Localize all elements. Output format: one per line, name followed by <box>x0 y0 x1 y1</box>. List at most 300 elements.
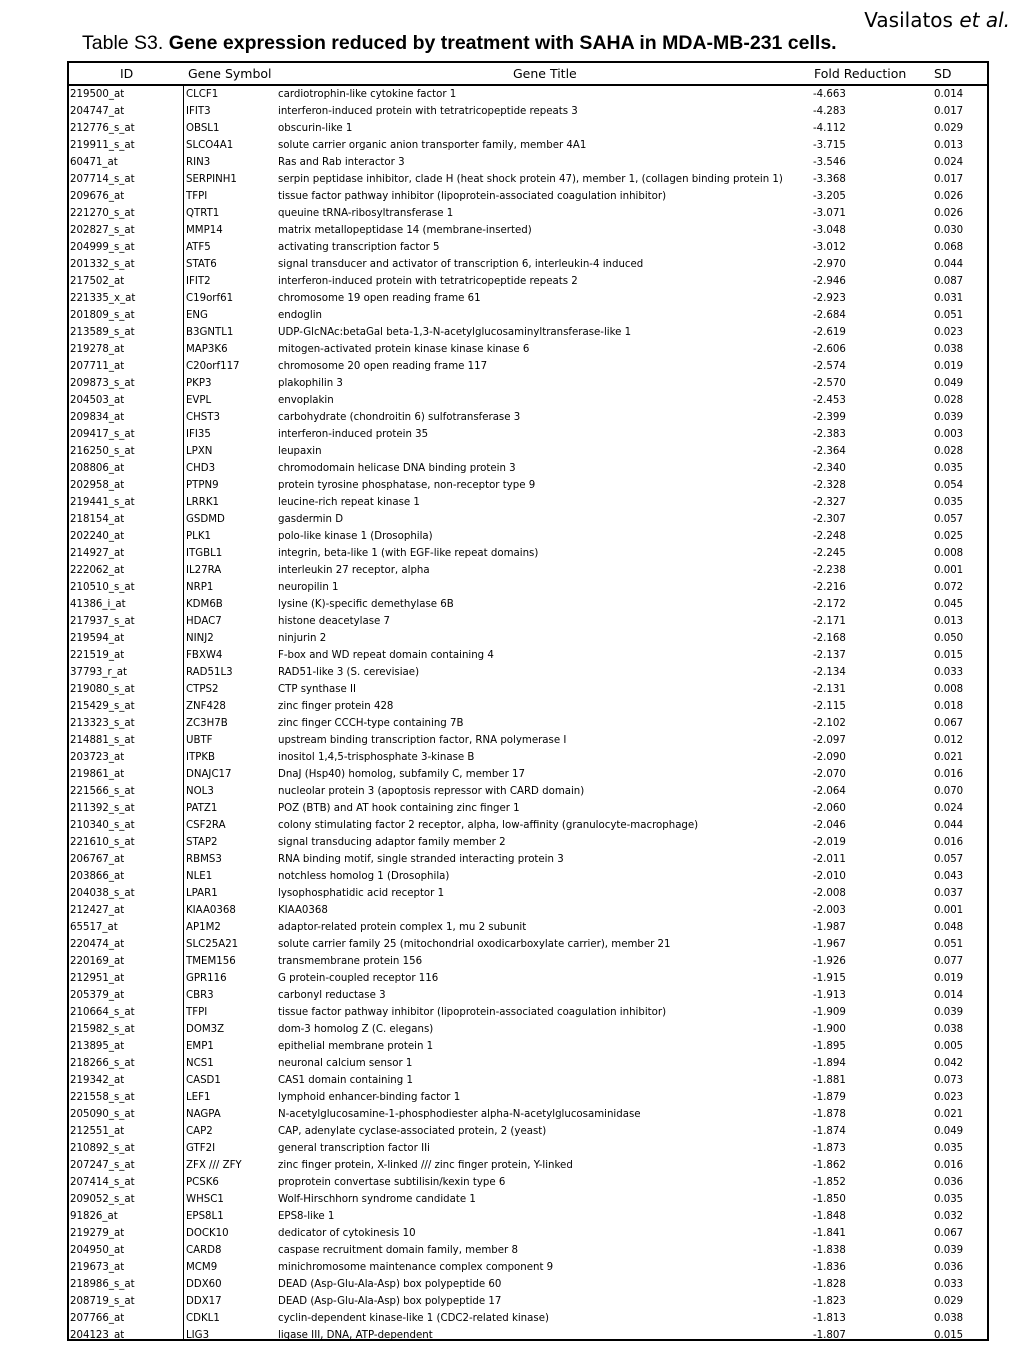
cell-fold-reduction: -2.070 <box>813 769 846 780</box>
cell-gene-symbol: WHSC1 <box>186 1194 224 1205</box>
cell-gene-symbol: ATF5 <box>186 242 211 253</box>
table-row <box>69 1225 987 1242</box>
cell-gene-symbol: NCS1 <box>186 1058 214 1069</box>
cell-sd: 0.038 <box>934 1024 964 1035</box>
cell-id: 209834_at <box>70 412 125 423</box>
cell-gene-symbol: TFPI <box>186 1007 208 1018</box>
cell-id: 218266_s_at <box>70 1058 135 1069</box>
cell-id: 222062_at <box>70 565 125 576</box>
cell-fold-reduction: -2.684 <box>813 310 846 321</box>
table-row <box>69 562 987 579</box>
cell-id: 208806_at <box>70 463 125 474</box>
cell-gene-symbol: CTPS2 <box>186 684 219 695</box>
cell-fold-reduction: -3.546 <box>813 157 846 168</box>
cell-fold-reduction: -1.967 <box>813 939 846 950</box>
cell-sd: 0.017 <box>934 174 964 185</box>
cell-id: 221566_s_at <box>70 786 135 797</box>
cell-gene-title: N-acetylglucosamine-1-phosphodiester alpha-N-acetylglucosaminidase <box>278 1109 641 1120</box>
cell-sd: 0.030 <box>934 225 964 236</box>
cell-id: 219500_at <box>70 89 125 100</box>
table-row <box>69 766 987 783</box>
table-row <box>69 307 987 324</box>
cell-gene-symbol: CBR3 <box>186 990 214 1001</box>
cell-sd: 0.067 <box>934 718 964 729</box>
cell-id: 210340_s_at <box>70 820 135 831</box>
cell-id: 209052_s_at <box>70 1194 135 1205</box>
header-gene-symbol: Gene Symbol <box>188 66 272 81</box>
cell-sd: 0.015 <box>934 650 964 661</box>
table-row <box>69 1140 987 1157</box>
cell-gene-symbol: CASD1 <box>186 1075 221 1086</box>
table-row <box>69 341 987 358</box>
cell-id: 41386_i_at <box>70 599 126 610</box>
cell-fold-reduction: -2.131 <box>813 684 846 695</box>
table-row <box>69 953 987 970</box>
cell-fold-reduction: -2.619 <box>813 327 846 338</box>
cell-gene-title: solute carrier organic anion transporter family, member 4A1 <box>278 140 587 151</box>
cell-sd: 0.042 <box>934 1058 964 1069</box>
cell-gene-title: zinc finger protein 428 <box>278 701 394 712</box>
cell-fold-reduction: -2.245 <box>813 548 846 559</box>
table-row <box>69 647 987 664</box>
cell-fold-reduction: -1.823 <box>813 1296 846 1307</box>
cell-id: 204999_s_at <box>70 242 135 253</box>
cell-gene-title: caspase recruitment domain family, member 8 <box>278 1245 518 1256</box>
cell-fold-reduction: -2.248 <box>813 531 846 542</box>
cell-fold-reduction: -1.881 <box>813 1075 846 1086</box>
cell-id: 212951_at <box>70 973 125 984</box>
cell-gene-title: zinc finger CCCH-type containing 7B <box>278 718 464 729</box>
cell-id: 210664_s_at <box>70 1007 135 1018</box>
table-row <box>69 681 987 698</box>
cell-sd: 0.026 <box>934 208 964 219</box>
cell-fold-reduction: -2.097 <box>813 735 846 746</box>
cell-gene-title: POZ (BTB) and AT hook containing zinc finger 1 <box>278 803 520 814</box>
cell-fold-reduction: -2.137 <box>813 650 846 661</box>
cell-gene-symbol: CARD8 <box>186 1245 222 1256</box>
cell-fold-reduction: -1.878 <box>813 1109 846 1120</box>
cell-id: 215982_s_at <box>70 1024 135 1035</box>
cell-sd: 0.014 <box>934 89 964 100</box>
cell-sd: 0.044 <box>934 820 964 831</box>
cell-sd: 0.073 <box>934 1075 964 1086</box>
cell-id: 203723_at <box>70 752 125 763</box>
cell-fold-reduction: -3.715 <box>813 140 846 151</box>
table-title <box>82 32 837 55</box>
cell-id: 219080_s_at <box>70 684 135 695</box>
cell-fold-reduction: -1.850 <box>813 1194 846 1205</box>
cell-sd: 0.037 <box>934 888 964 899</box>
cell-gene-title: Ras and Rab interactor 3 <box>278 157 405 168</box>
cell-id: 201809_s_at <box>70 310 135 321</box>
table-row <box>69 188 987 205</box>
cell-id: 204503_at <box>70 395 125 406</box>
table-row <box>69 86 987 103</box>
cell-id: 207714_s_at <box>70 174 135 185</box>
cell-fold-reduction: -2.606 <box>813 344 846 355</box>
cell-gene-title: queuine tRNA-ribosyltransferase 1 <box>278 208 454 219</box>
cell-gene-symbol: GPR116 <box>186 973 227 984</box>
table-row <box>69 596 987 613</box>
cell-id: 37793_r_at <box>70 667 128 678</box>
cell-gene-title: general transcription factor IIi <box>278 1143 430 1154</box>
cell-gene-symbol: DDX17 <box>186 1296 222 1307</box>
cell-gene-title: zinc finger protein, X-linked /// zinc finger protein, Y-linked <box>278 1160 573 1171</box>
cell-id: 217937_s_at <box>70 616 135 627</box>
cell-gene-title: notchless homolog 1 (Drosophila) <box>278 871 450 882</box>
table-row <box>69 1242 987 1259</box>
cell-gene-title: interleukin 27 receptor, alpha <box>278 565 430 576</box>
cell-gene-symbol: ENG <box>186 310 208 321</box>
cell-gene-symbol: LRRK1 <box>186 497 219 508</box>
cell-sd: 0.028 <box>934 446 964 457</box>
cell-id: 204123_at <box>70 1330 125 1341</box>
cell-id: 218986_s_at <box>70 1279 135 1290</box>
cell-id: 209676_at <box>70 191 125 202</box>
cell-id: 60471_at <box>70 157 118 168</box>
cell-id: 207766_at <box>70 1313 125 1324</box>
cell-gene-symbol: IFIT3 <box>186 106 211 117</box>
cell-fold-reduction: -2.003 <box>813 905 846 916</box>
cell-fold-reduction: -3.205 <box>813 191 846 202</box>
cell-sd: 0.033 <box>934 667 964 678</box>
cell-gene-symbol: EPS8L1 <box>186 1211 224 1222</box>
cell-gene-symbol: CSF2RA <box>186 820 226 831</box>
cell-id: 221610_s_at <box>70 837 135 848</box>
cell-sd: 0.003 <box>934 429 964 440</box>
cell-sd: 0.001 <box>934 565 964 576</box>
cell-gene-symbol: KIAA0368 <box>186 905 236 916</box>
cell-id: 91826_at <box>70 1211 118 1222</box>
cell-fold-reduction: -1.913 <box>813 990 846 1001</box>
cell-gene-title: ligase III, DNA, ATP-dependent <box>278 1330 433 1341</box>
table-row <box>69 1004 987 1021</box>
cell-sd: 0.023 <box>934 1092 964 1103</box>
table-row <box>69 120 987 137</box>
cell-fold-reduction: -2.453 <box>813 395 846 406</box>
table-row <box>69 613 987 630</box>
table-row <box>69 256 987 273</box>
header-id: ID <box>120 66 134 81</box>
table-row <box>69 1310 987 1327</box>
table-row <box>69 1276 987 1293</box>
table-row <box>69 171 987 188</box>
cell-gene-symbol: ITGBL1 <box>186 548 223 559</box>
cell-fold-reduction: -2.216 <box>813 582 846 593</box>
cell-id: 205090_s_at <box>70 1109 135 1120</box>
cell-gene-title: UDP-GlcNAc:betaGal beta-1,3-N-acetylglucosaminyltransferase-like 1 <box>278 327 632 338</box>
cell-gene-symbol: STAP2 <box>186 837 218 848</box>
cell-sd: 0.054 <box>934 480 964 491</box>
cell-fold-reduction: -1.873 <box>813 1143 846 1154</box>
cell-gene-symbol: ZC3H7B <box>186 718 228 729</box>
table-row <box>69 715 987 732</box>
table-row <box>69 1174 987 1191</box>
cell-sd: 0.035 <box>934 1143 964 1154</box>
cell-gene-title: plakophilin 3 <box>278 378 343 389</box>
cell-fold-reduction: -4.112 <box>813 123 846 134</box>
header-fold-reduction: Fold Reduction <box>814 66 907 81</box>
cell-id: 221519_at <box>70 650 125 661</box>
cell-gene-title: colony stimulating factor 2 receptor, alpha, low-affinity (granulocyte-macrophage) <box>278 820 699 831</box>
cell-fold-reduction: -2.102 <box>813 718 846 729</box>
cell-id: 221335_x_at <box>70 293 136 304</box>
cell-sd: 0.014 <box>934 990 964 1001</box>
cell-gene-symbol: PATZ1 <box>186 803 218 814</box>
cell-gene-title: G protein-coupled receptor 116 <box>278 973 439 984</box>
cell-sd: 0.043 <box>934 871 964 882</box>
cell-gene-symbol: NINJ2 <box>186 633 214 644</box>
cell-sd: 0.050 <box>934 633 964 644</box>
cell-gene-title: interferon-induced protein 35 <box>278 429 429 440</box>
cell-gene-symbol: C19orf61 <box>186 293 234 304</box>
cell-gene-symbol: ZFX /// ZFY <box>186 1160 242 1171</box>
table-row <box>69 358 987 375</box>
cell-id: 219342_at <box>70 1075 125 1086</box>
cell-id: 210510_s_at <box>70 582 135 593</box>
cell-gene-title: gasdermin D <box>278 514 344 525</box>
cell-id: 213589_s_at <box>70 327 135 338</box>
cell-gene-title: mitogen-activated protein kinase kinase kinase 6 <box>278 344 530 355</box>
cell-fold-reduction: -2.327 <box>813 497 846 508</box>
cell-id: 212551_at <box>70 1126 125 1137</box>
cell-gene-title: chromosome 20 open reading frame 117 <box>278 361 488 372</box>
cell-gene-title: RNA binding motif, single stranded interacting protein 3 <box>278 854 564 865</box>
cell-fold-reduction: -2.383 <box>813 429 846 440</box>
table-row <box>69 511 987 528</box>
cell-fold-reduction: -2.570 <box>813 378 846 389</box>
cell-fold-reduction: -1.828 <box>813 1279 846 1290</box>
cell-gene-symbol: CAP2 <box>186 1126 213 1137</box>
cell-fold-reduction: -2.115 <box>813 701 846 712</box>
cell-sd: 0.068 <box>934 242 964 253</box>
cell-sd: 0.072 <box>934 582 964 593</box>
cell-gene-symbol: ITPKB <box>186 752 216 763</box>
table-row <box>69 324 987 341</box>
cell-gene-title: protein tyrosine phosphatase, non-receptor type 9 <box>278 480 536 491</box>
table-title-prefix: Table S3. <box>82 32 164 54</box>
table-row <box>69 1072 987 1089</box>
table-row <box>69 579 987 596</box>
cell-gene-symbol: PCSK6 <box>186 1177 219 1188</box>
cell-fold-reduction: -2.946 <box>813 276 846 287</box>
cell-fold-reduction: -2.307 <box>813 514 846 525</box>
cell-id: 212427_at <box>70 905 125 916</box>
cell-gene-symbol: HDAC7 <box>186 616 222 627</box>
cell-sd: 0.019 <box>934 973 964 984</box>
table-title-text: Gene expression reduced by treatment with SAHA in MDA-MB-231 cells. <box>168 32 837 54</box>
cell-fold-reduction: -2.046 <box>813 820 846 831</box>
table-row <box>69 205 987 222</box>
cell-sd: 0.024 <box>934 157 964 168</box>
cell-gene-symbol: CHST3 <box>186 412 220 423</box>
cell-id: 219861_at <box>70 769 125 780</box>
cell-sd: 0.036 <box>934 1177 964 1188</box>
cell-gene-symbol: MAP3K6 <box>186 344 228 355</box>
table-row <box>69 1191 987 1208</box>
cell-gene-symbol: NOL3 <box>186 786 214 797</box>
cell-sd: 0.031 <box>934 293 964 304</box>
cell-id: 212776_s_at <box>70 123 135 134</box>
table-row <box>69 154 987 171</box>
header-sd: SD <box>934 66 952 81</box>
cell-sd: 0.024 <box>934 803 964 814</box>
table-row <box>69 902 987 919</box>
cell-sd: 0.057 <box>934 514 964 525</box>
cell-fold-reduction: -2.008 <box>813 888 846 899</box>
table-row <box>69 817 987 834</box>
cell-gene-title: lymphoid enhancer-binding factor 1 <box>278 1092 461 1103</box>
cell-gene-symbol: DDX60 <box>186 1279 222 1290</box>
cell-fold-reduction: -4.663 <box>813 89 846 100</box>
cell-sd: 0.025 <box>934 531 964 542</box>
cell-id: 219441_s_at <box>70 497 135 508</box>
cell-gene-title: serpin peptidase inhibitor, clade H (heat shock protein 47), member 1, (collagen binding protein 1) <box>278 174 783 185</box>
cell-gene-title: matrix metallopeptidase 14 (membrane-inserted) <box>278 225 532 236</box>
cell-fold-reduction: -2.340 <box>813 463 846 474</box>
table-row <box>69 749 987 766</box>
cell-sd: 0.038 <box>934 344 964 355</box>
cell-id: 65517_at <box>70 922 118 933</box>
cell-id: 219279_at <box>70 1228 125 1239</box>
cell-gene-title: leucine-rich repeat kinase 1 <box>278 497 420 508</box>
cell-gene-title: F-box and WD repeat domain containing 4 <box>278 650 494 661</box>
cell-gene-symbol: CHD3 <box>186 463 216 474</box>
cell-id: 207247_s_at <box>70 1160 135 1171</box>
table-row <box>69 800 987 817</box>
cell-fold-reduction: -2.090 <box>813 752 846 763</box>
cell-sd: 0.039 <box>934 412 964 423</box>
table-row <box>69 375 987 392</box>
cell-sd: 0.026 <box>934 191 964 202</box>
cell-sd: 0.019 <box>934 361 964 372</box>
cell-gene-title: interferon-induced protein with tetratricopeptide repeats 2 <box>278 276 578 287</box>
table-row <box>69 103 987 120</box>
cell-sd: 0.016 <box>934 769 964 780</box>
cell-gene-title: envoplakin <box>278 395 334 406</box>
table-row <box>69 409 987 426</box>
cell-gene-symbol: DNAJC17 <box>186 769 232 780</box>
cell-id: 204747_at <box>70 106 125 117</box>
cell-fold-reduction: -1.894 <box>813 1058 846 1069</box>
table-row <box>69 443 987 460</box>
cell-sd: 0.018 <box>934 701 964 712</box>
cell-sd: 0.048 <box>934 922 964 933</box>
cell-sd: 0.067 <box>934 1228 964 1239</box>
cell-id: 216250_s_at <box>70 446 135 457</box>
cell-sd: 0.035 <box>934 1194 964 1205</box>
cell-gene-symbol: DOM3Z <box>186 1024 225 1035</box>
table-row <box>69 970 987 987</box>
table-row <box>69 545 987 562</box>
cell-sd: 0.032 <box>934 1211 964 1222</box>
cell-gene-symbol: LPXN <box>186 446 213 457</box>
table-row <box>69 1293 987 1310</box>
cell-sd: 0.038 <box>934 1313 964 1324</box>
cell-sd: 0.044 <box>934 259 964 270</box>
cell-gene-title: CAP, adenylate cyclase-associated protein, 2 (yeast) <box>278 1126 547 1137</box>
cell-id: 217502_at <box>70 276 125 287</box>
cell-fold-reduction: -2.364 <box>813 446 846 457</box>
cell-id: 203866_at <box>70 871 125 882</box>
cell-gene-title: chromodomain helicase DNA binding protein 3 <box>278 463 516 474</box>
cell-id: 204950_at <box>70 1245 125 1256</box>
cell-fold-reduction: -1.848 <box>813 1211 846 1222</box>
cell-sd: 0.039 <box>934 1245 964 1256</box>
cell-sd: 0.077 <box>934 956 964 967</box>
cell-fold-reduction: -2.574 <box>813 361 846 372</box>
cell-gene-title: inositol 1,4,5-trisphosphate 3-kinase B <box>278 752 475 763</box>
cell-sd: 0.016 <box>934 837 964 848</box>
cell-gene-symbol: TMEM156 <box>186 956 236 967</box>
cell-gene-title: ninjurin 2 <box>278 633 327 644</box>
cell-fold-reduction: -1.879 <box>813 1092 846 1103</box>
cell-fold-reduction: -1.926 <box>813 956 846 967</box>
cell-sd: 0.035 <box>934 497 964 508</box>
author-label <box>864 8 1010 32</box>
cell-id: 208719_s_at <box>70 1296 135 1307</box>
author-name: Vasilatos <box>864 8 953 32</box>
cell-id: 210892_s_at <box>70 1143 135 1154</box>
cell-id: 219673_at <box>70 1262 125 1273</box>
table-row <box>69 494 987 511</box>
cell-id: 215429_s_at <box>70 701 135 712</box>
cell-id: 204038_s_at <box>70 888 135 899</box>
header-gene-title: Gene Title <box>513 66 577 81</box>
cell-fold-reduction: -1.841 <box>813 1228 846 1239</box>
table-row <box>69 1021 987 1038</box>
cell-gene-title: integrin, beta-like 1 (with EGF-like repeat domains) <box>278 548 539 559</box>
cell-sd: 0.049 <box>934 378 964 389</box>
cell-gene-symbol: UBTF <box>186 735 213 746</box>
cell-sd: 0.008 <box>934 548 964 559</box>
cell-gene-symbol: PKP3 <box>186 378 212 389</box>
cell-fold-reduction: -1.915 <box>813 973 846 984</box>
cell-gene-symbol: SLCO4A1 <box>186 140 234 151</box>
table-row <box>69 222 987 239</box>
cell-sd: 0.017 <box>934 106 964 117</box>
cell-gene-symbol: LIG3 <box>186 1330 210 1341</box>
cell-gene-title: DEAD (Asp-Glu-Ala-Asp) box polypeptide 60 <box>278 1279 502 1290</box>
table-row <box>69 239 987 256</box>
cell-gene-title: chromosome 19 open reading frame 61 <box>278 293 481 304</box>
cell-gene-symbol: PLK1 <box>186 531 211 542</box>
cell-id: 214881_s_at <box>70 735 135 746</box>
cell-sd: 0.049 <box>934 1126 964 1137</box>
table-row <box>69 1089 987 1106</box>
cell-id: 218154_at <box>70 514 125 525</box>
cell-sd: 0.012 <box>934 735 964 746</box>
cell-gene-title: lysine (K)-specific demethylase 6B <box>278 599 454 610</box>
cell-gene-title: DnaJ (Hsp40) homolog, subfamily C, member 17 <box>278 769 525 780</box>
cell-gene-title: nucleolar protein 3 (apoptosis repressor with CARD domain) <box>278 786 585 797</box>
cell-gene-title: minichromosome maintenance complex component 9 <box>278 1262 554 1273</box>
cell-fold-reduction: -4.283 <box>813 106 846 117</box>
table-row <box>69 1327 987 1344</box>
cell-fold-reduction: -1.807 <box>813 1330 846 1341</box>
cell-gene-title: dedicator of cytokinesis 10 <box>278 1228 416 1239</box>
table-row <box>69 1038 987 1055</box>
cell-sd: 0.021 <box>934 1109 964 1120</box>
cell-id: 221558_s_at <box>70 1092 135 1103</box>
cell-gene-title: CTP synthase II <box>278 684 357 695</box>
table-row <box>69 936 987 953</box>
table-row <box>69 834 987 851</box>
cell-sd: 0.035 <box>934 463 964 474</box>
cell-gene-symbol: SLC25A21 <box>186 939 239 950</box>
cell-id: 206767_at <box>70 854 125 865</box>
cell-gene-title: DEAD (Asp-Glu-Ala-Asp) box polypeptide 17 <box>278 1296 502 1307</box>
